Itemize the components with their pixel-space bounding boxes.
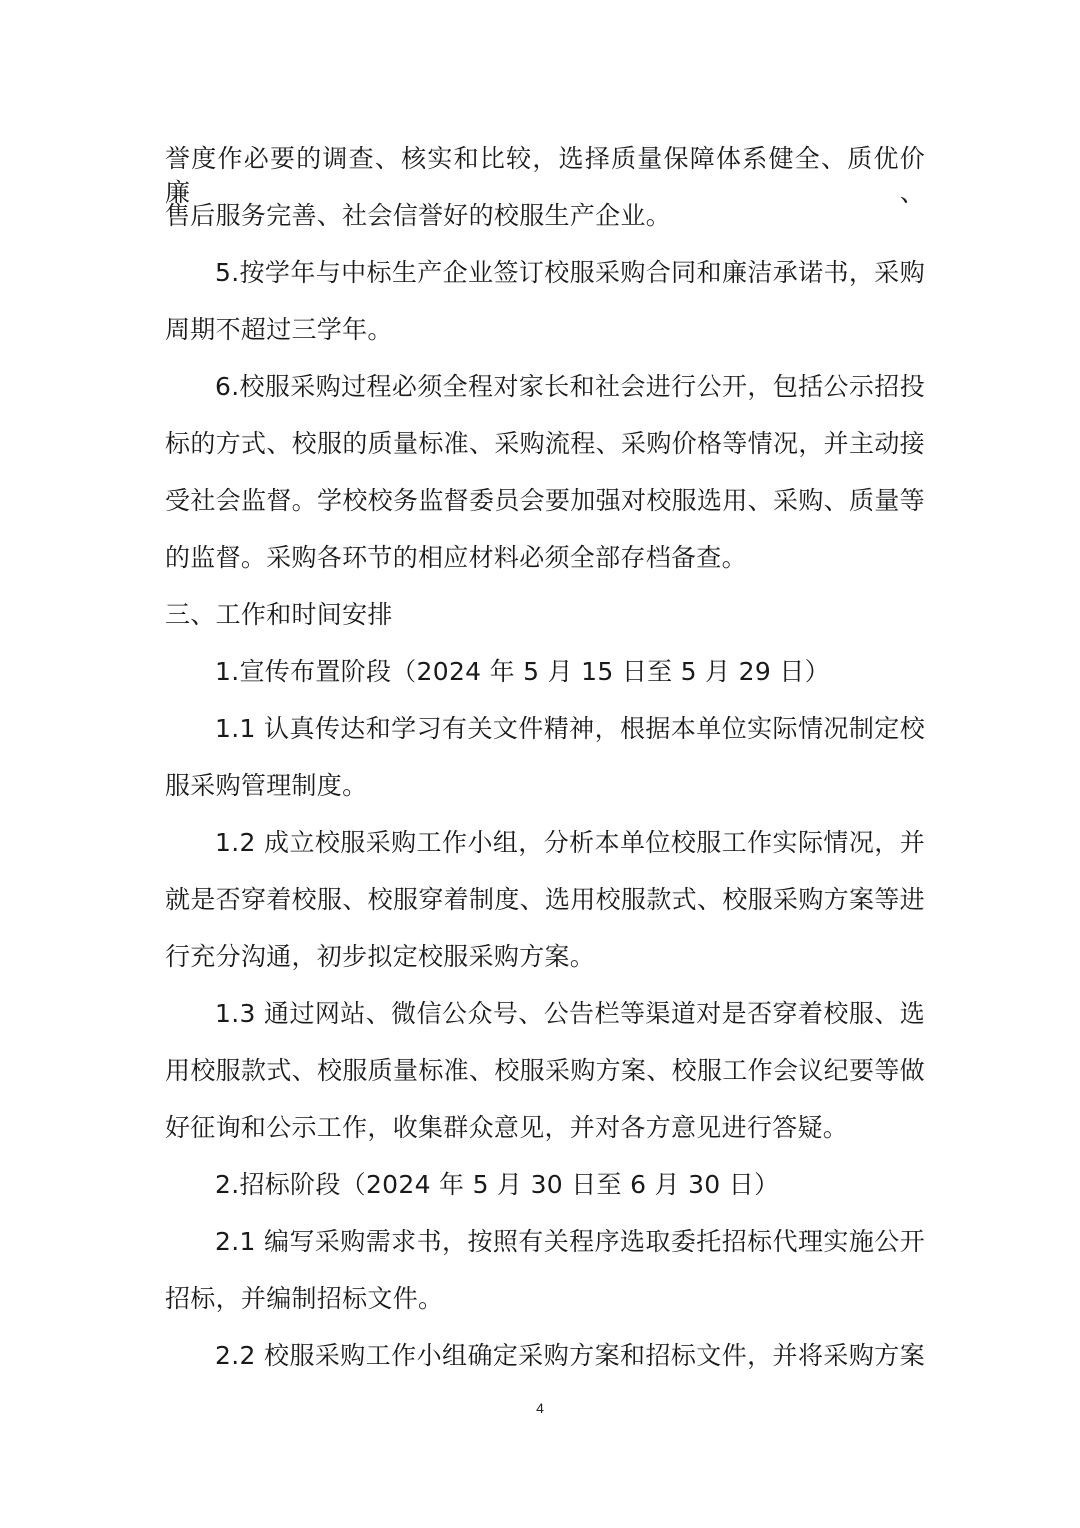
- text-line: 6.校服采购过程必须全程对家长和社会进行公开，包括公示招投: [215, 372, 925, 401]
- text-line: 行充分沟通，初步拟定校服采购方案。: [165, 942, 596, 971]
- text-line: 招标，并编制招标文件。: [165, 1284, 444, 1313]
- text-line: 誉度作必要的调查、核实和比较，选择质量保障体系健全、质优价廉、: [165, 144, 925, 207]
- subsection-heading: 1.宣传布置阶段（2024 年 5 月 15 日至 5 月 29 日）: [215, 657, 830, 686]
- text-line: 售后服务完善、社会信誉好的校服生产企业。: [165, 201, 672, 230]
- text-line: 2.2 校服采购工作小组确定采购方案和招标文件，并将采购方案: [215, 1341, 925, 1370]
- text-line: 1.2 成立校服采购工作小组，分析本单位校服工作实际情况，并: [215, 828, 925, 857]
- text-line: 1.1 认真传达和学习有关文件精神，根据本单位实际情况制定校: [215, 714, 925, 743]
- text-line: 服采购管理制度。: [165, 771, 368, 800]
- subsection-heading: 2.招标阶段（2024 年 5 月 30 日至 6 月 30 日）: [215, 1170, 780, 1199]
- text-line: 受社会监督。学校校务监督委员会要加强对校服选用、采购、质量等: [165, 486, 925, 515]
- text-line: 5.按学年与中标生产企业签订校服采购合同和廉洁承诺书，采购: [215, 258, 925, 287]
- text-line: 2.1 编写采购需求书，按照有关程序选取委托招标代理实施公开: [215, 1227, 925, 1256]
- text-line: 好征询和公示工作，收集群众意见，并对各方意见进行答疑。: [165, 1113, 849, 1142]
- text-line: 就是否穿着校服、校服穿着制度、选用校服款式、校服采购方案等进: [165, 885, 925, 914]
- text-line: 的监督。采购各环节的相应材料必须全部存档备查。: [165, 543, 747, 572]
- text-line: 用校服款式、校服质量标准、校服采购方案、校服工作会议纪要等做: [165, 1056, 925, 1085]
- section-heading: 三、工作和时间安排: [165, 600, 393, 629]
- text-line: 1.3 通过网站、微信公众号、公告栏等渠道对是否穿着校服、选: [215, 999, 925, 1028]
- page-number: 4: [536, 1400, 544, 1416]
- text-line: 周期不超过三学年。: [165, 315, 393, 344]
- text-line: 标的方式、校服的质量标准、采购流程、采购价格等情况，并主动接: [165, 429, 925, 458]
